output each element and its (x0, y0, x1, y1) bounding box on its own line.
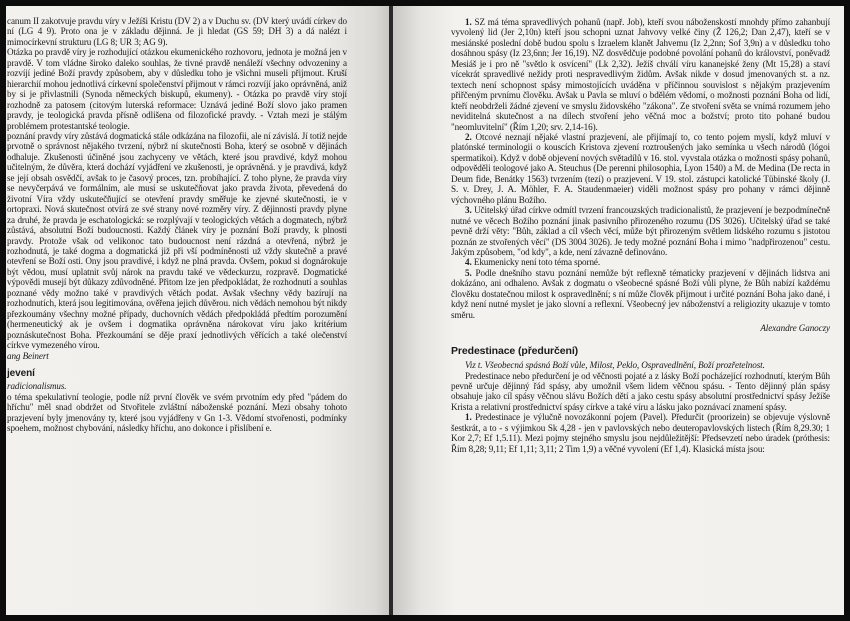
entry-cross-references: Viz t. Všeobecná spásná Boží vůle, Milost, Peklo, Ospravedlnění, Boží prozřetelnost. (465, 360, 765, 371)
left-page-text (7, 16, 347, 434)
entry-intro: Predestinace nebo předurčení je od věčnosti pojaté a z lásky Boží pocházející rozhodnutí, kterým Bůh pevně určuje dějinný řád spásy, aby umožnil všem lidem věčnou spásu. - Tento dějinný plán spásy obsahuje jako cíl spásy věčnou slávu Božích dětí a jako cestu spásy absolutní prostřednictví spásy Ježíše Krista a relativní prostřednictví spásy církve a také víru a lásku jako poznávací znamení spásy. (451, 370, 830, 412)
right-signature: Alexandre Ganoczy (760, 323, 830, 334)
right-item-5: 5. Podle dnešního stavu poznání nemůže být reflexně tématicky prazjevení v dějinách lidstva ani dokázáno, ani odhaleno. Avšak z dogmatu o všeobecné spásné Boží vůli plyne, že Bůh nabízí každému člověku dostatečnou milost k ospravedlnění; s ní může člověk přijmout i určité poznání Boha jako dané, i když není nutné myslet je jako slovní a reflexní. Všeobecný jev náboženství a religiozity ukazuje v tomto směru. (451, 267, 831, 320)
right-page-text (451, 17, 830, 454)
left-paragraph-1: canum II zakotvuje pravdu víry v Ježíši Kristu (DV 2) a v Duchu sv. (DV který uvádí církev do ní (LG 4 9). Proto ona je v základu dějinná. Je ji hledat (GS 59; DH 3) a dá nalézt i mimocírkevní strukturu (LG 8; UR 3; AG 9). (7, 16, 347, 47)
right-item-2: 2. Otcové neznají nějaké vlastní prazjevení, ale přijímají to, co tento pojem myslí, když mluví v platónské terminologii o kouscích Kristova zjevení roztroušených jako semínka u všech národů (lógoi spermatikoi). Když v době objevení nových světadílů v 16. stol. vyvstala otázka o možnosti spásy pohanů, odpověděli teologové jako A. Steuchus (De perenni philosophia, Lyon 1540) a M. de Medina (De recta in Deum fide, Benátky 1563) tvrzením (tezí) o prazjevení. V 19. stol. zástupci katolické Tübinské školy (J. S. v. Drey, J. A. Möhler, F. A. Staudenmaeier) viděli možnost spásy pro pohany v rámci dějinně výchovného plánu Božího. (451, 131, 831, 205)
entry-heading: Predestinace (předurčení) (451, 344, 579, 357)
right-item-3: 3. Učitelský úřad církve odmítl tvrzení francouzských tradicionalistů, že prazjevení je bezpodmínečně nutné ve věcech Božího poznání jinak pasivního přirozeného rozumu (DS 3026). Učitelský úřad se také pevně drží věty: "Bůh, základ a cíl všech věcí, může být přirozeným světlem lidského rozumu s jistotou poznán ze stvořených věcí" (DS 3004 3026). Je tedy možné poznání Boha i mimo "nadpřirozenou" cestu. Jakým způsobem, "od kdy", a kde, není závazně definováno. (451, 205, 830, 257)
right-page (393, 6, 844, 615)
left-paragraph-2: Otázka po pravdě víry je rozhodující otázkou ekumenického rozhovoru, jednota je možná jen v pravdě. V tom vládne široko daleko souhlas, že tivné pravdě nenáleží všechny odvozeniny a rozvíjí jediné Boží pravdy způsobem, aby v důsledku toho je všichni museli přijmout. Kruší hierarchií mohou jednotlivá církevní společenství přijmout v rámci rozvíjí jako oprávněná, aniž by si je přivlastnili (Synoda německých biskupů, ekumeny). - Otázka po pravdě víry stojí rozhodně za patosem (citovým luterská reformace: Uznává jediné Boží slovo jako pramen pravdy, je teologická pravda přísně odlišena od filozofické pravdy. - Vztah mezi je stálým problémem protestantské teologie. (7, 47, 347, 131)
entry-item-1: 1. Predestinace je výlučně novozákonní pojem (Pavel). Předurčit (proorizein) se objevuje výslovně šestkrát, a to - s výjimkou Sk 4,28 - jen v pavlovských nebo deuteropavlovských listech (Řím 8,29.30; 1 Kor 2,7; Ef 1,5.11). Mezi pojmy stejného smyslu jsou nejdůležitější: Předsevzetí nebo úradek (próthesis: Řím 8,28; 9,11; Ef 1,11; 3,11; 2 Tim 1,9) a věčné vyvolení (Ef 1,4). Klasická místa jsou: (451, 412, 830, 454)
right-item-1: 1. SZ má téma spravedlivých pohanů (např. Job), kteří svou náboženskostí mnohdy přímo zahanbují vyvolený lid (Jer 2,10n) kteří jsou schopni uznat Jahvovy velké činy (Ž 126,2; Dan 2,47), kteří se v mesiánské poslední době budou spolu s Izraelem klanět Jahvemu (Iz 2,2nn; Sof 3,9n) a v důsledku toho dosáhnou spásy (Iz 23,6nn; Jer 16,19). NZ dosvědčuje podobné povolání pohanů do království, poněvadž Mesiáš je i pro ně "světlo k osvícení" (Lk 2,32). Ježíš chválí víru kananejské ženy (Mt 15,28) a staví vícekrát spravedlivé nežidy proti nespravedlivým židům. Avšak nikde v dosud jmenovaných st. a nz. textech není schopnost spásy mimostojících uváděna v příčinnou souvislost s nějakým prazjevením přiřčeným prvnímu člověku. Avšak u Pavla se mluví o bdělém vědomí, o možnosti poznání Boha od lidí, kteří neobdrželi žádné zjevení ve smyslu židovského "zákona". Ze stvoření světa se vnímá rozumem jeho neviditelná skutečnost a na dílech stvoření jeho věčná moc a božství; proto tito pohané budou "neomluvitelní" (Řím 1,20; srv. 2,14-16). (451, 17, 831, 132)
left-signature: ang Beinert (7, 350, 49, 361)
left-subheading: radicionalismus. (7, 381, 67, 392)
left-paragraph-3: poznání pravdy víry zůstává dogmatická stále odkázána na filozofii, ale ní závislá. Jí totiž nejde prvotně o správnost nějakého tvrzení, nýbrž ní skutečnosti Boha, který se osobně v dějinách odhaluje. Zkušenosti účiněné jsou zachyceny ve větách, které jsou pravdivé, když mohou učitelným, že důvěra, která dochází vyjádření ve zkušenosti, je oprávněná. y je pravdivá, když se její obsah osvědčí, avšak to je časový proces, tzn. probíhající. Z toho plyne, že pravda víry se nevyčerpává ve formálním, ale musí se uskutečňovat jako pravda života, převedená do životní Víra vždy uskutečňující se otevření pravdy směřuje ke zjevné skutečnosti, ie v ortopraxi. Nová skutečnost otvírá ze své strany nové rozměry víry. Z dějinnosti pravdy plyne za druhé, že pravda je eschatologická: se rozplývají v teologických větách a dogmatech, nýbrž zůstává, absolutní Boží budoucnosti. Každý článek víry je poznání Boží pravdy, k plnosti pravdy. Protože však od velikonoc tato budoucnost není rázdná a otevřená, nýbrž je rozhodnutá, je také dogma a dogmatická již při vší podmíněnosti už vždy skutečně a pravé otevření se Boží osti. Ony jsou pravdivé, i když ne plná pravda. Ovšem, pokud si dognárokuje být vědou, musí uplatnit svůj nárok na pravdu také ve vědeckurzu, rozpravě. Dogmatické výpovědi musejí být důkazy zdůvodněné. Přitom lze jen předpokládat, že rozhodnutí a souhlas poznané vědy možno také v pravdivých větách podat. Avšak všechny vědy bazírují na rozhodnutích, která jsou legitimována, ověřena jejich důvěrou. nich vědách nemohou být nikdy přezkoumány všechny možné případy, duchovních vědách předpokládá předtím porozumění (hermeneutický ak je ovšem i dogmatika oprávněna nárokovat víru jako kritérium poznáskutečnost Boha. Přezkoumání se děje praxí jednotlivých věřících a také olečenství církve vymezeného vírou. (7, 130, 347, 351)
left-heading: jevení (7, 367, 35, 379)
right-item-4: 4. Ekumenicky není toto téma sporné. (465, 257, 601, 268)
left-page (6, 6, 390, 615)
left-closing-paragraph: o téma spekulativní teologie, podle níž první člověk ve svém prvotním edy před "pádem do hříchu" měl snad obdržet od Stvořitele zvláštní náboženské poznání. Mezi obsahy tohoto prazjevení byly jmenovány ty, které jsou vyjádřeny v Gn 1-3. Vědomí stvořenosti, podmínky spoehem, možnost chybování, následky hříchu, ano dokonce i přislíbení e. (7, 391, 347, 434)
